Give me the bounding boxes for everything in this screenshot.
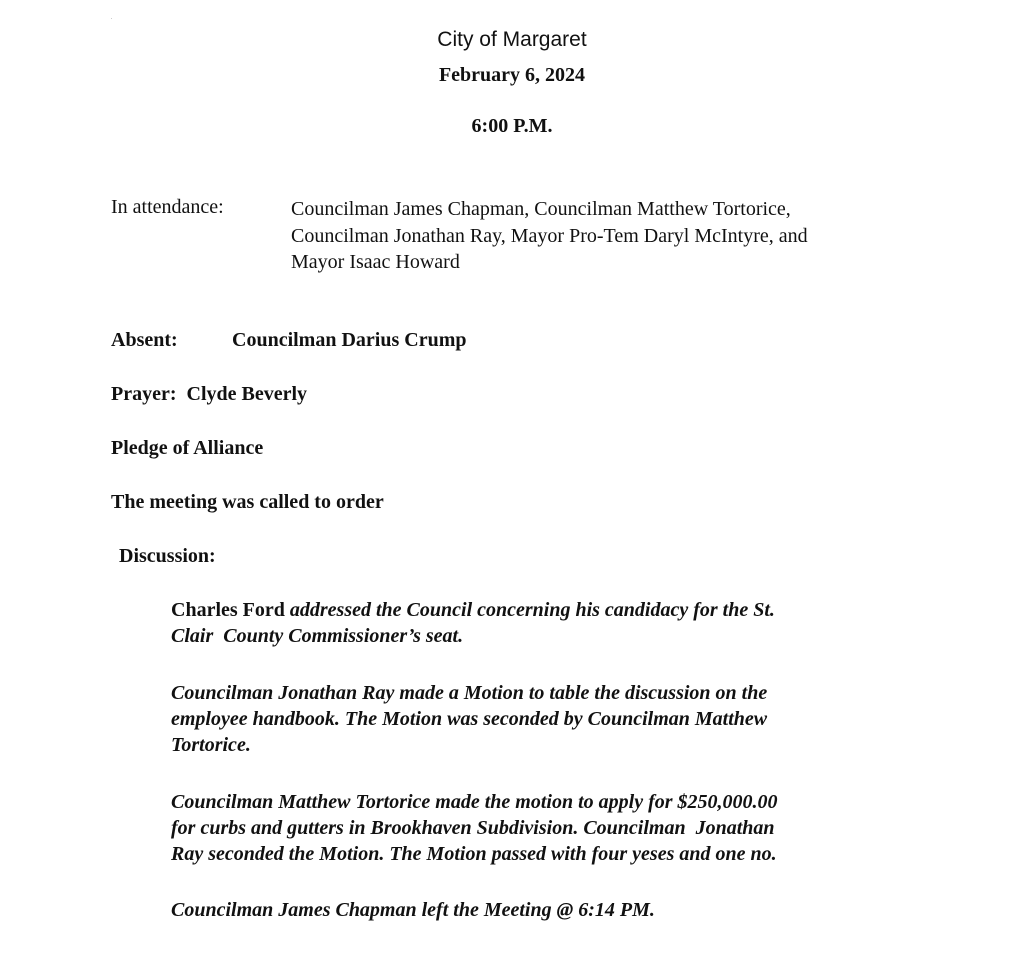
discussion-line: employee handbook. The Motion was seconded by Councilman Matthew [171,708,768,730]
discussion-item [171,897,655,923]
discussion-line: Councilman Jonathan Ray made a Motion to table the discussion on the [171,682,768,704]
meeting-time: 6:00 P.M. [471,115,553,137]
call-to-order-line: The meeting was called to order [111,491,384,513]
attendance-label: In attendance: [111,196,224,218]
discussion-item [171,789,778,867]
discussion-line: Councilman James Chapman left the Meeting @ 6:14 PM. [171,899,655,921]
discussion-line: Ray seconded the Motion. The Motion passed with four yeses and one no. [171,843,777,865]
prayer-line: Prayer: Clyde Beverly [111,383,308,405]
discussion-line: Tortorice. [171,734,251,756]
attendance-line: Councilman James Chapman, Councilman Matthew Tortorice, [291,198,791,220]
attendance-line: Mayor Isaac Howard [291,251,460,273]
attendance-list [291,196,808,276]
discussion-text: addressed the Council concerning his candidacy for the St. [284,599,775,621]
discussion-line: Councilman Matthew Tortorice made the motion to apply for $250,000.00 [171,791,778,813]
absent-label: Absent: [111,329,178,351]
meeting-date: February 6, 2024 [438,64,586,86]
discussion-line: for curbs and gutters in Brookhaven Subdivision. Councilman Jonathan [171,817,775,839]
attendance-line: Councilman Jonathan Ray, Mayor Pro-Tem Daryl McIntyre, and [291,224,808,247]
city-title: City of Margaret [437,28,587,51]
absent-value: Councilman Darius Crump [232,329,467,351]
discussion-item [171,680,767,758]
discussion-heading: Discussion: [119,545,216,567]
discussion-line: Clair County Commissioner’s seat. [171,625,464,647]
discussion-item [171,597,775,649]
discussion-line [171,597,775,623]
scan-speck [111,18,112,19]
pledge-line: Pledge of Alliance [111,437,264,459]
speaker-name: Charles Ford [171,599,285,621]
